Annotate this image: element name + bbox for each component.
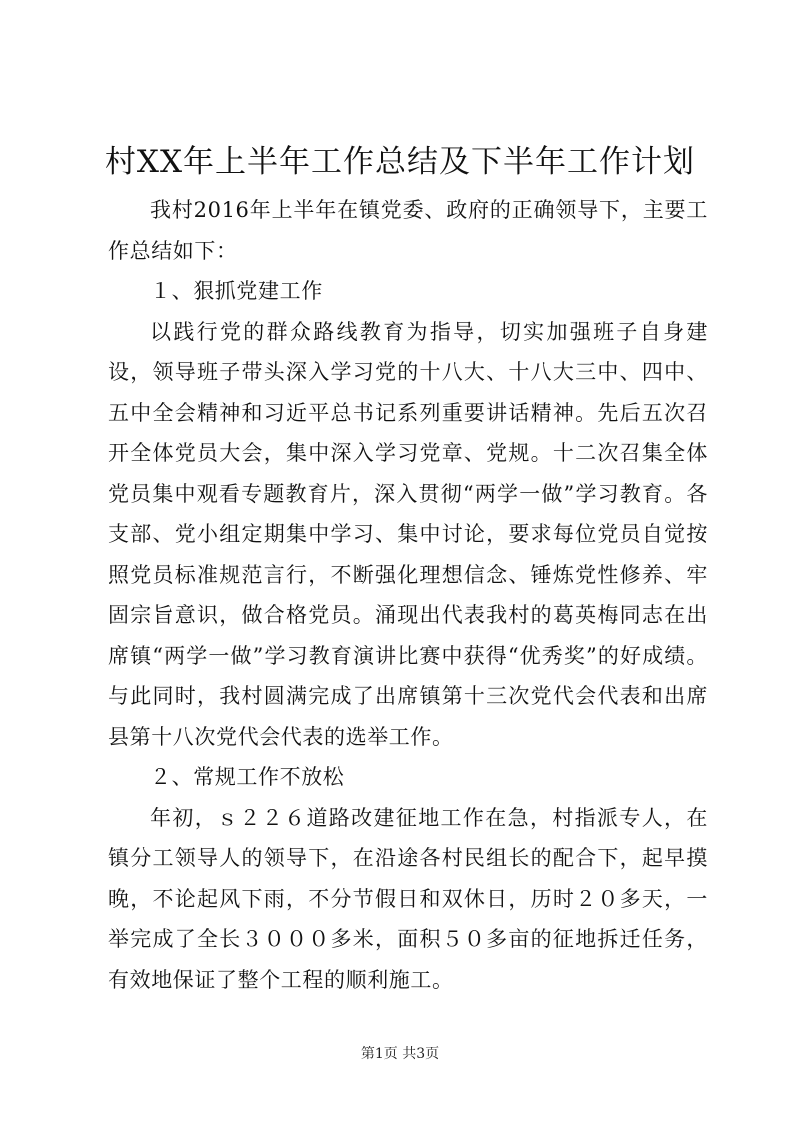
section-1-paragraph: 以践行党的群众路线教育为指导，切实加强班子自身建设，领导班子带头深入学习党的十八大、十八大三中、四中、五中全会精神和习近平总书记系列重要讲话精神。先后五次召开全体党员大会，集中深入学习党章、党规。十二次召集全体党员集中观看专题教育片，深入贯彻“两学一做”学习教育。各支部、党小组定期集中学习、集中讨论，要求每位党员自觉按照党员标准规范言行，不断强化理想信念、锤炼党性修养、牢固宗旨意识，做合格党员。涌现出代表我村的葛英梅同志在出席镇“两学一做”学习教育演讲比赛中获得“优秀奖”的好成绩。与此同时，我村圆满完成了出席镇第十三次党代会代表和出席县第十八次党代会代表的选举工作。 [108,319,708,749]
section-1-heading: １、狠抓党建工作 [150,279,323,303]
intro-paragraph: 我村2016年上半年在镇党委、政府的正确领导下，主要工作总结如下： [108,198,708,263]
section-2-heading: ２、常规工作不放松 [150,765,345,789]
section-2-paragraph: 年初，ｓ２２６道路改建征地工作在急，村指派专人，在镇分工领导人的领导下，在沿途各村民组长的配合下，起早摸晚，不论起风下雨，不分节假日和双休日，历时２０多天，一举完成了全长３０００多米，面积５０多亩的征地拆迁任务，有效地保证了整个工程的顺利施工。 [108,805,708,992]
page-number-footer: 第1页 共3页 [360,1046,440,1062]
document-body [108,190,708,1000]
document-title: 村XX年上半年工作总结及下半年工作计划 [104,144,696,180]
